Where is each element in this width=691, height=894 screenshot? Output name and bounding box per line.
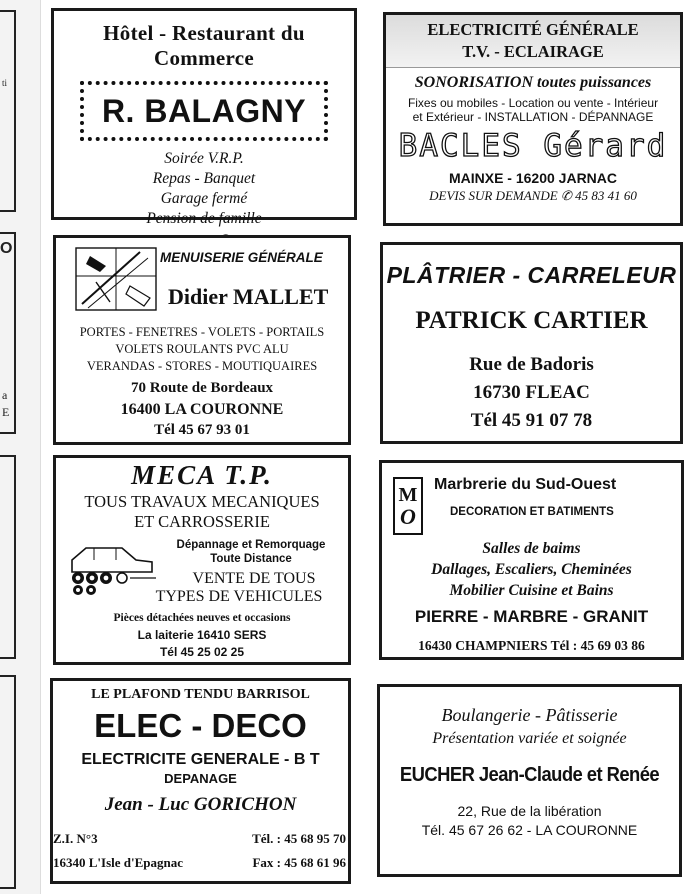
- towing-block: [160, 538, 342, 566]
- street-line: Rue de Badoris: [469, 354, 594, 375]
- towing-line: Dépannage et Remorquage: [176, 539, 326, 551]
- header-banner: [386, 15, 680, 68]
- tel-line: Tél. : 45 68 95 70: [252, 831, 346, 846]
- product-line: Salles de baims: [482, 540, 581, 557]
- sales-block: [155, 570, 342, 606]
- phone-line: Tél 45 91 07 78: [470, 410, 593, 431]
- margin-fragment: E: [2, 405, 10, 419]
- company-logo: MECA T.P.: [131, 460, 273, 490]
- owner-name-outline: BACLES Gérard: [398, 128, 668, 164]
- contact-line: 16430 CHAMPNIERS Tél : 45 69 03 86: [418, 638, 645, 653]
- trade-line: Boulangerie - Pâtisserie: [441, 705, 618, 725]
- phone-line: Tél. 45 67 26 62 - LA COURONNE: [421, 822, 638, 838]
- materials-line: PIERRE - MARBRE - GRANIT: [414, 607, 649, 626]
- parts-line: Pièces détachées neuves et occasions: [113, 612, 291, 624]
- sales-line: VENTE DE TOUS: [192, 570, 316, 587]
- company-name: Marbrerie du Sud-Ouest: [434, 476, 617, 493]
- service-line: VOLETS ROULANTS PVC ALU: [115, 342, 289, 356]
- service-item: Repas - Banquet: [152, 170, 256, 187]
- owner-name: Didier MALLET: [168, 284, 329, 309]
- intro-line: ET CARROSSERIE: [134, 512, 270, 531]
- address-line: 22, Rue de la libération: [457, 803, 602, 819]
- ad-hotel-restaurant-commerce: [51, 8, 357, 227]
- owner-name: PATRICK CARTIER: [415, 307, 648, 334]
- address-line: MAINXE - 16200 JARNAC: [448, 170, 618, 186]
- previous-ad-frame: [0, 675, 16, 889]
- ad-meca-tp: [53, 455, 351, 665]
- services-list: [54, 149, 354, 229]
- monogram-letter: O: [400, 504, 416, 529]
- ad-eucher-boulangerie: [377, 684, 682, 877]
- previous-ad-frame: [0, 455, 16, 659]
- owner-name: EUCHER Jean-Claude et Renée: [399, 764, 660, 786]
- ad-bacles-gerard: [383, 12, 683, 226]
- monogram-logo: [393, 477, 423, 535]
- trade-heading: MENUISERIE GÉNÉRALE: [160, 250, 323, 265]
- margin-fragment: O: [0, 240, 13, 257]
- contact-person: Jean - Luc GORICHON: [104, 794, 297, 815]
- service-line: DEPANAGE: [164, 771, 237, 786]
- service-item: Soirée V.R.P.: [164, 150, 244, 167]
- ad-marbrerie-sud-ouest: [379, 460, 684, 660]
- margin-fragment: a: [2, 388, 8, 402]
- top-line: LE PLAFOND TENDU BARRISOL: [91, 687, 310, 702]
- header-line: T.V. - ECLAIRAGE: [462, 42, 604, 61]
- company-subtitle: DECORATION ET BATIMENTS: [450, 506, 614, 518]
- monogram-letter: M: [398, 484, 418, 506]
- carpentry-illustration: [70, 242, 164, 314]
- ad-patrick-cartier: [380, 242, 683, 444]
- company-name: ELEC - DECO: [94, 707, 307, 744]
- product-line: Dallages, Escaliers, Cheminées: [431, 561, 632, 578]
- products-block: [382, 538, 681, 601]
- sales-line: TYPES DE VEHICULES: [155, 588, 323, 605]
- city-line: 16340 L'Isle d'Epagnac: [53, 855, 184, 870]
- details-block: [56, 610, 348, 661]
- address-line: 70 Route de Bordeaux: [130, 380, 274, 396]
- sound-line: SONORISATION toutes puissances: [414, 74, 652, 91]
- quote-line: DEVIS SUR DEMANDE ✆ 45 83 41 60: [429, 188, 637, 203]
- header-line: ELECTRICITÉ GÉNÉRALE: [427, 20, 639, 39]
- tagline: Présentation variée et soignée: [432, 730, 627, 747]
- margin-fragment: ti: [2, 78, 8, 88]
- towing-line: Toute Distance: [210, 553, 292, 565]
- ad-elec-deco: [50, 678, 351, 884]
- name-dotted-frame: [80, 81, 328, 141]
- owner-name: R. BALAGNY: [101, 92, 307, 129]
- product-line: Mobilier Cuisine et Bains: [449, 582, 614, 599]
- fax-line: Fax : 45 68 61 96: [252, 855, 346, 870]
- intro-line: TOUS TRAVAUX MECANIQUES: [84, 492, 320, 511]
- ad-didier-mallet: [53, 235, 351, 445]
- phone-line: Tél 45 67 93 01: [154, 422, 250, 438]
- intro-block: [56, 492, 348, 532]
- previous-ad-frame: [0, 232, 16, 434]
- city-line: 16730 FLEAC: [473, 382, 590, 403]
- phone-line: Tél 45 25 02 25: [159, 645, 245, 659]
- service-line: PORTES - FENETRES - VOLETS - PORTAILS: [79, 325, 325, 339]
- address-block: [383, 351, 680, 435]
- previous-ad-frame: [0, 10, 16, 212]
- previous-page-edge: [0, 0, 41, 894]
- address-line: 16400 LA COURONNE: [120, 401, 284, 418]
- description-line: et Extérieur - INSTALLATION - DÉPANNAGE: [412, 110, 654, 124]
- service-line: VERANDAS - STORES - MOUTIQUAIRES: [86, 359, 318, 373]
- trade-heading: PLÂTRIER - CARRELEUR: [386, 262, 677, 288]
- services-list: [56, 324, 348, 375]
- service-line: ELECTRICITE GENERALE - B T: [81, 751, 320, 768]
- address-block: [56, 378, 348, 441]
- address-line: La laiterie 16410 SERS: [137, 628, 267, 642]
- zone-line: Z.I. N°3: [53, 831, 98, 846]
- service-item: Pension de famille: [146, 210, 262, 227]
- description-line: Fixes ou mobiles - Location ou vente - Intérieur: [407, 96, 659, 110]
- ad-title: Hôtel - Restaurant du Commerce: [103, 21, 305, 70]
- service-item: Garage fermé: [160, 190, 248, 207]
